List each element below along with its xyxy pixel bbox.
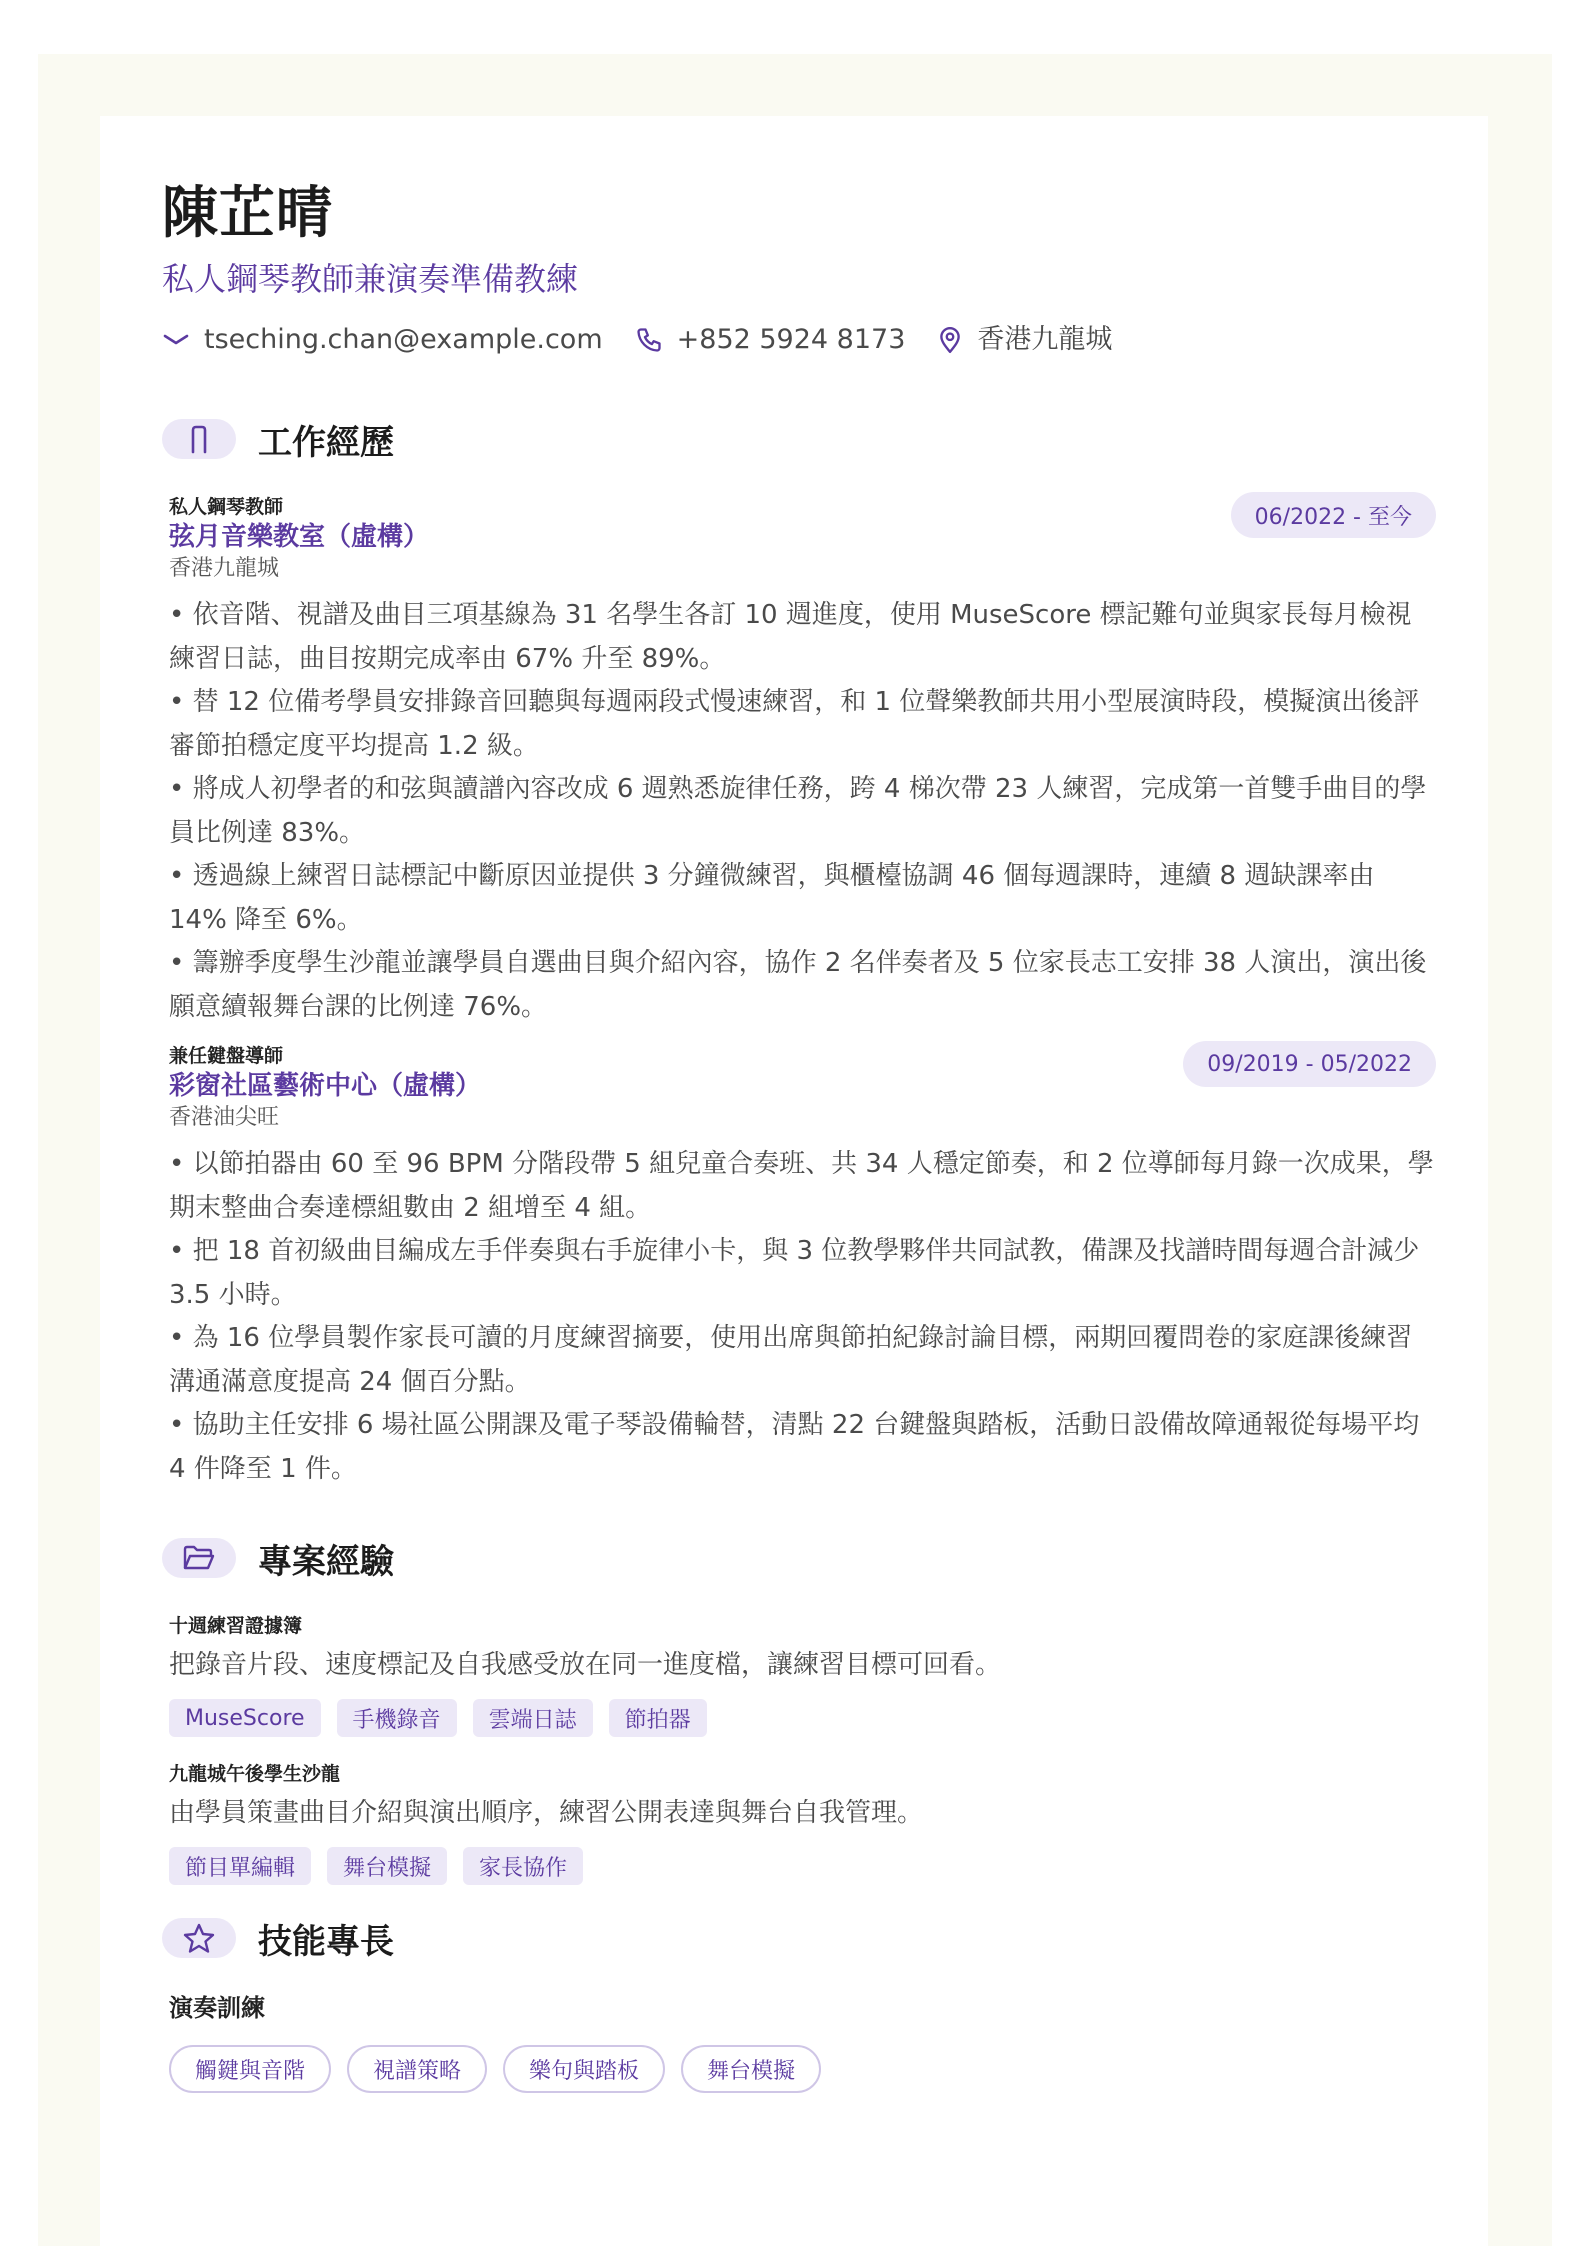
skills-section-title: 技能專長 bbox=[258, 1921, 394, 1962]
job-bullet: • 把 18 首初級曲目編成左手伴奏與右手旋律小卡，與 3 位教學夥伴共同試教，備課及找譜時間每週合計減少 3.5 小時。 bbox=[169, 1236, 1420, 1310]
phone-text: +852 5924 8173 bbox=[676, 324, 906, 355]
job-bullets bbox=[169, 1143, 1436, 1491]
project-entry bbox=[169, 1761, 1436, 1885]
star-icon bbox=[162, 1918, 236, 1958]
project-description: 把錄音片段、速度標記及自我感受放在同一進度檔，讓練習目標可回看。 bbox=[169, 1650, 1002, 1680]
skill-tag: 樂句與踏板 bbox=[503, 2045, 665, 2093]
project-description: 由學員策畫曲目介紹與演出順序，練習公開表達與舞台自我管理。 bbox=[169, 1798, 924, 1828]
project-tag: 舞台模擬 bbox=[327, 1847, 447, 1885]
folder-icon bbox=[162, 1538, 236, 1578]
project-tag: 節拍器 bbox=[609, 1699, 707, 1737]
skills-section-header bbox=[162, 1913, 1436, 1963]
projects-section bbox=[162, 1533, 1436, 1885]
skill-tags bbox=[169, 2045, 1436, 2093]
project-name: 十週練習證據簿 bbox=[169, 1615, 303, 1637]
skill-tag: 視譜策略 bbox=[347, 2045, 487, 2093]
job-entry bbox=[169, 1043, 1436, 1491]
job-bullet: • 依音階、視譜及曲目三項基線為 31 名學生各訂 10 週進度，使用 MuseScore 標記難句並與家長每月檢視練習日誌，曲目按期完成率由 67% 升至 89%。 bbox=[169, 600, 1412, 674]
project-tags bbox=[169, 1699, 1436, 1737]
job-bullet: • 將成人初學者的和弦與讀譜內容改成 6 週熟悉旋律任務，跨 4 梯次帶 23 人練習，完成第一首雙手曲目的學員比例達 83%。 bbox=[169, 774, 1427, 848]
project-tags bbox=[169, 1847, 1436, 1885]
job-location: 香港油尖旺 bbox=[169, 1105, 280, 1130]
projects-section-title: 專案經驗 bbox=[258, 1541, 394, 1582]
job-bullet: • 替 12 位備考學員安排錄音回聽與每週兩段式慢速練習，和 1 位聲樂教師共用小型展演時段，模擬演出後評審節拍穩定度平均提高 1.2 級。 bbox=[169, 687, 1420, 761]
candidate-title: 私人鋼琴教師兼演奏準備教練 bbox=[162, 260, 579, 298]
skill-group-title: 演奏訓練 bbox=[169, 1994, 265, 2022]
resume-header bbox=[162, 178, 1436, 358]
project-entry bbox=[169, 1613, 1436, 1737]
location-text: 香港九龍城 bbox=[977, 324, 1113, 355]
job-bullet: • 籌辦季度學生沙龍並讓學員自選曲目與介紹內容，協作 2 名伴奏者及 5 位家長志工安排 38 人演出，演出後願意續報舞台課的比例達 76%。 bbox=[169, 948, 1427, 1022]
work-section bbox=[162, 414, 1436, 1491]
project-tag: 家長協作 bbox=[463, 1847, 583, 1885]
contact-email[interactable] bbox=[162, 322, 603, 358]
job-role: 私人鋼琴教師 bbox=[169, 496, 284, 518]
briefcase-icon bbox=[162, 419, 236, 459]
job-role: 兼任鍵盤導師 bbox=[169, 1045, 284, 1067]
job-company: 弦月音樂教室（虛構） bbox=[169, 522, 430, 552]
skill-tag: 觸鍵與音階 bbox=[169, 2045, 331, 2093]
job-date-badge: 09/2019 - 05/2022 bbox=[1183, 1041, 1436, 1087]
contact-location bbox=[937, 322, 1112, 358]
job-bullet: • 為 16 位學員製作家長可讀的月度練習摘要，使用出席與節拍紀錄討論目標，兩期回覆問卷的家庭課後練習溝通滿意度提高 24 個百分點。 bbox=[169, 1323, 1413, 1397]
contact-row bbox=[162, 322, 1436, 358]
resume-page bbox=[100, 116, 1488, 2246]
phone-icon bbox=[635, 326, 663, 354]
work-section-header bbox=[162, 414, 1436, 464]
job-bullets bbox=[169, 594, 1436, 1029]
candidate-name: 陳芷晴 bbox=[162, 181, 333, 246]
skill-tag: 舞台模擬 bbox=[681, 2045, 821, 2093]
job-bullet: • 以節拍器由 60 至 96 BPM 分階段帶 5 組兒童合奏班、共 34 人穩定節奏，和 2 位導師每月錄一次成果，學期末整曲合奏達標組數由 2 組增至 4 組。 bbox=[169, 1149, 1434, 1223]
project-tag: MuseScore bbox=[169, 1699, 321, 1737]
work-section-title: 工作經歷 bbox=[258, 422, 394, 463]
contact-phone[interactable] bbox=[635, 322, 906, 358]
job-location: 香港九龍城 bbox=[169, 556, 280, 581]
job-entry bbox=[169, 494, 1436, 1029]
job-bullet: • 透過線上練習日誌標記中斷原因並提供 3 分鐘微練習，與櫃檯協調 46 個每週課時，連續 8 週缺課率由 14% 降至 6%。 bbox=[169, 861, 1375, 935]
project-tag: 手機錄音 bbox=[337, 1699, 457, 1737]
job-company: 彩窗社區藝術中心（虛構） bbox=[169, 1071, 482, 1101]
job-date-badge: 06/2022 - 至今 bbox=[1231, 492, 1436, 538]
email-text: tseching.chan@example.com bbox=[204, 324, 603, 355]
location-pin-icon bbox=[937, 326, 963, 354]
project-tag: 雲端日誌 bbox=[473, 1699, 593, 1737]
project-tag: 節目單編輯 bbox=[169, 1847, 311, 1885]
skills-section bbox=[162, 1913, 1436, 2093]
mail-icon bbox=[162, 330, 190, 350]
projects-section-header bbox=[162, 1533, 1436, 1583]
skill-group bbox=[169, 1991, 1436, 2093]
job-bullet: • 協助主任安排 6 場社區公開課及電子琴設備輪替，清點 22 台鍵盤與踏板，活動日設備故障通報從每場平均 4 件降至 1 件。 bbox=[169, 1410, 1420, 1484]
project-name: 九龍城午後學生沙龍 bbox=[169, 1763, 341, 1785]
